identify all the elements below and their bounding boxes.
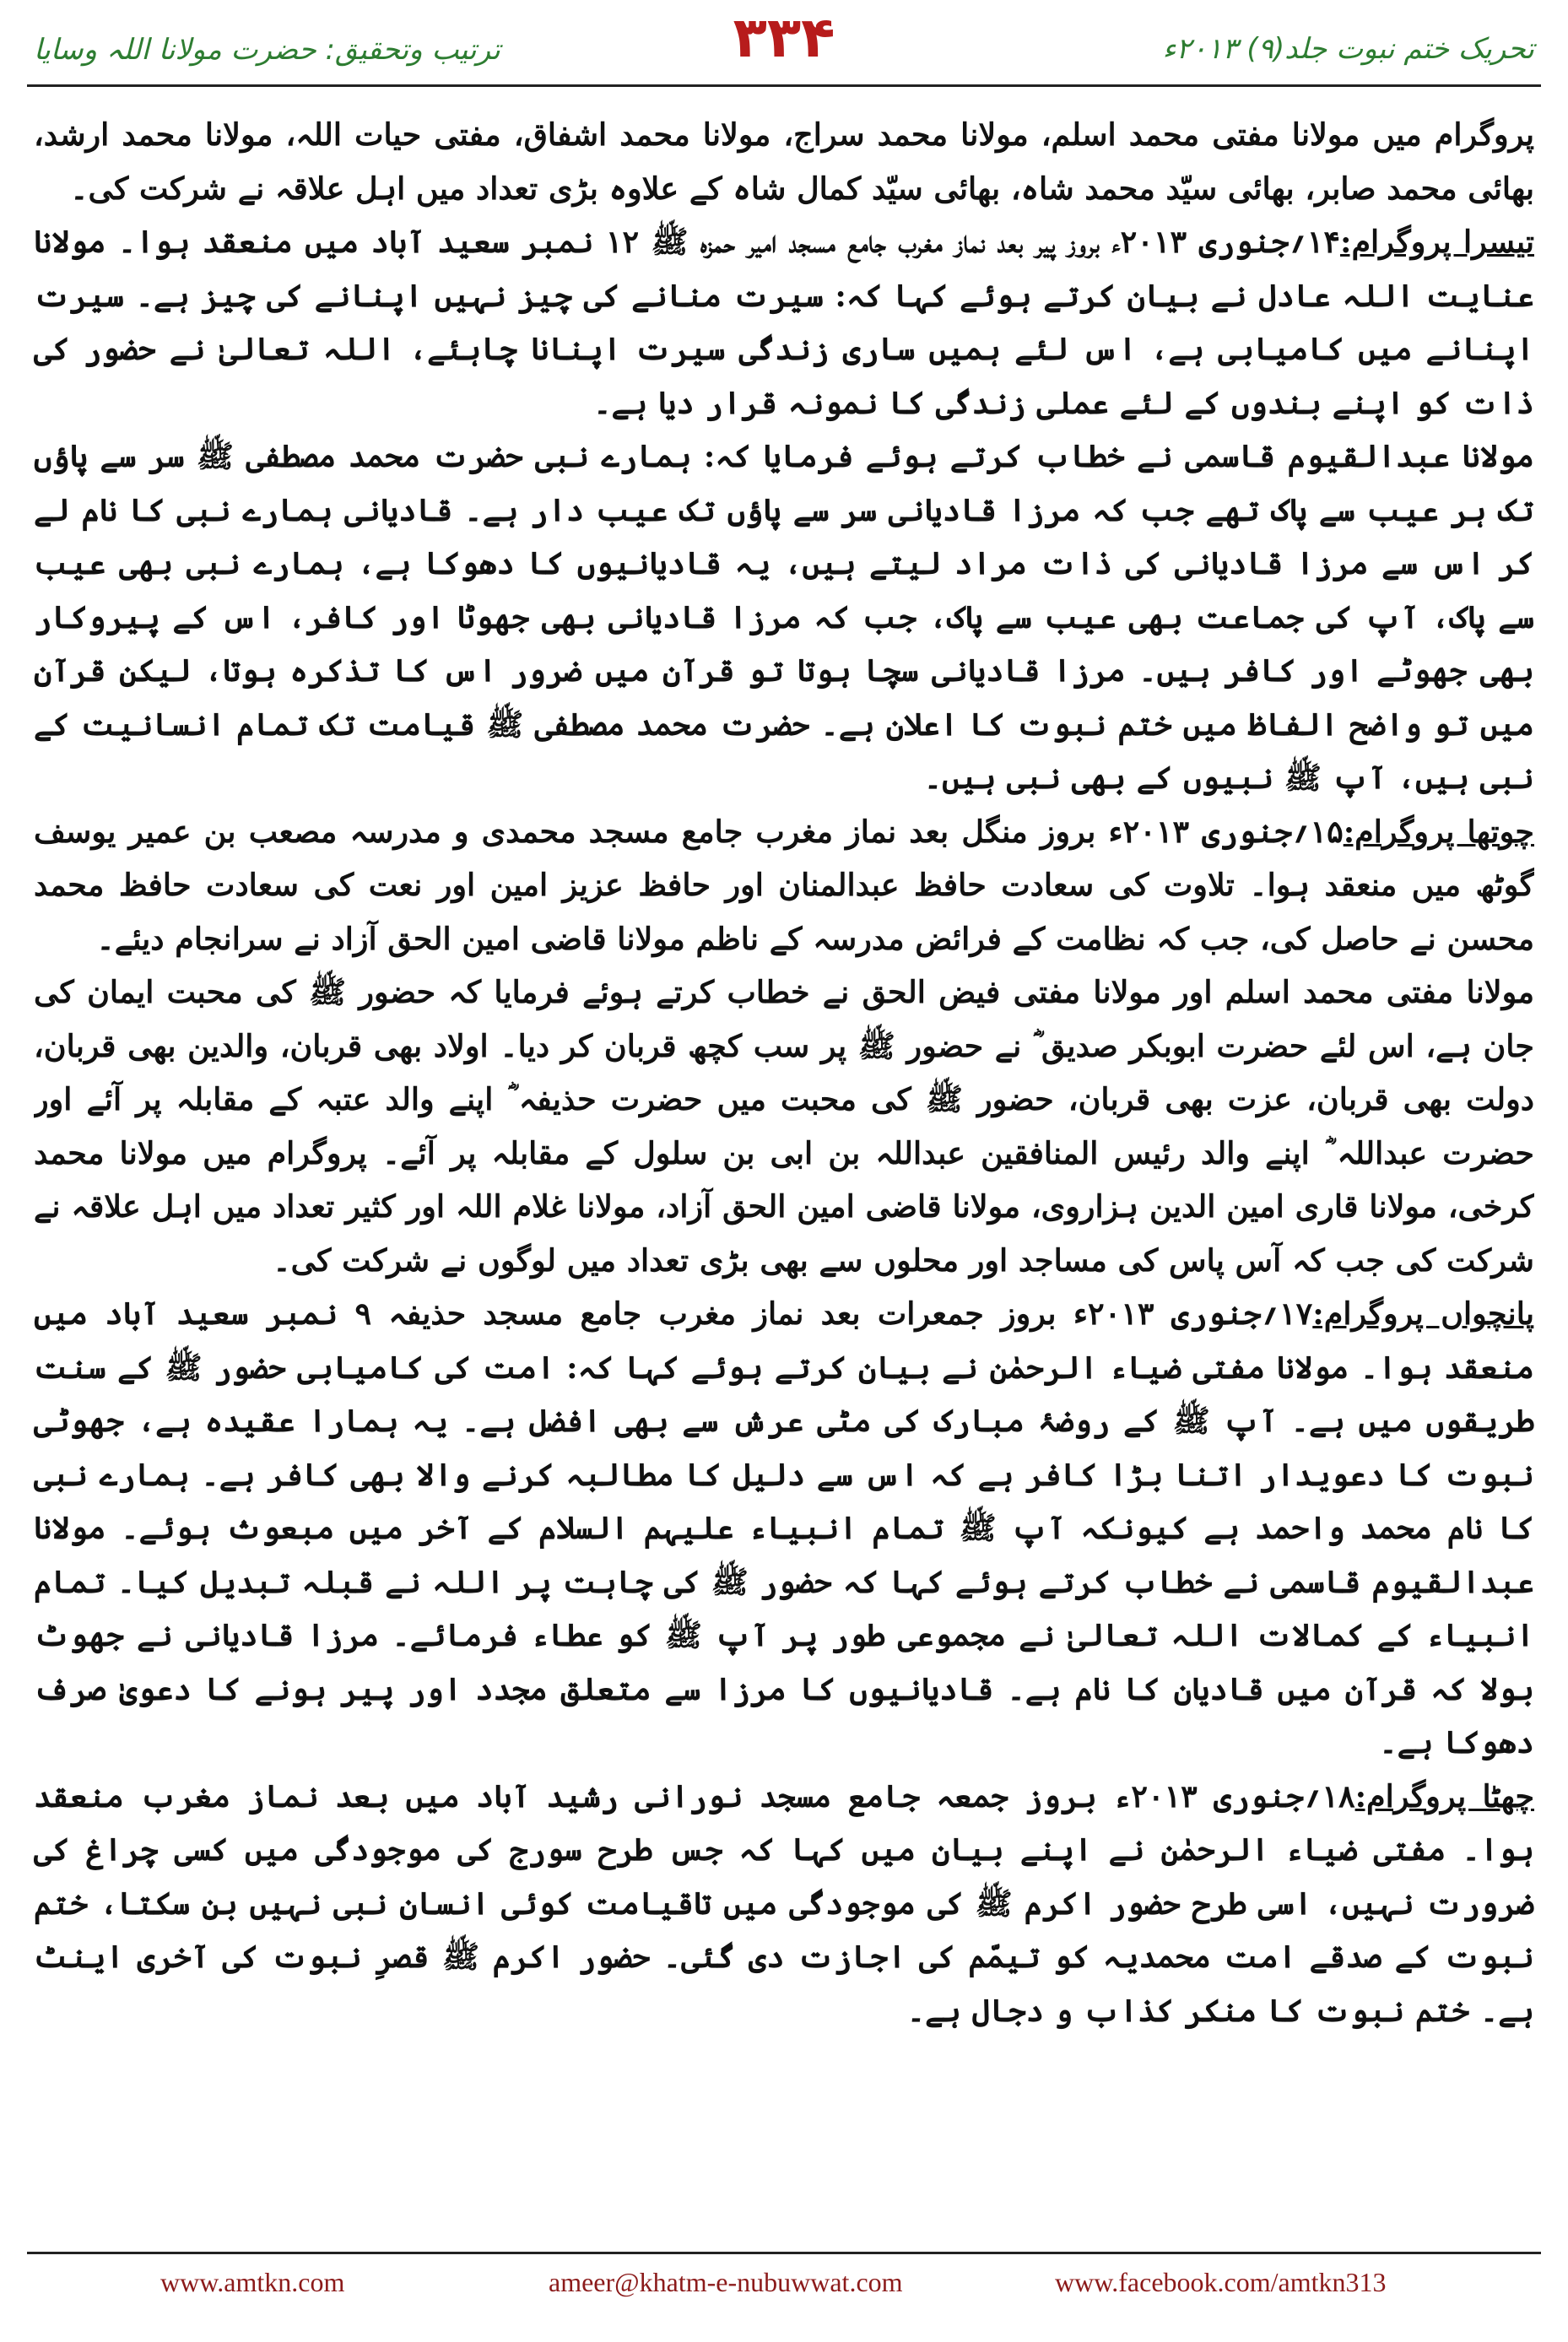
paragraph-text: ۱۷؍جنوری ۲۰۱۳ء بروز جمعرات بعد نماز مغرب جامع مسجد حذیفہ ۹ نمبر سعید آباد میں منعقد ہوا۔ مولانا مفتی ضیاء الرحمٰن نے بیان کرتے ہوئے کہا کہ: امت کی کامیابی حضور ﷺ کے سنت طریقوں میں ہے۔ آپ ﷺ کے روضۂ مبارک کی مٹی عرش سے بھی افضل ہے۔ یہ ہمارا عقیدہ ہے، جھوٹی نبوت کا دعویدار اتنا بڑا کافر ہے کہ اس سے دلیل کا مطالبہ کرنے والا بھی کافر ہے۔ ہمارے نبی کا نام محمد واحمد ہے کیونکہ آپ ﷺ تمام انبیاء علیہم السلام کے آخر میں مبعوث ہوئے۔ مولانا عبدالقیوم قاسمی نے خطاب کرتے ہوئے کہا کہ حضور ﷺ کی چاہت پر اللہ نے قبلہ تبدیل کیا۔ تمام انبیاء کے کمالات اللہ تعالیٰ نے مجموعی طور پر آپ ﷺ کو عطاء فرمائے۔ مرزا قادیانی نے جھوٹ بولا کہ قرآن میں قادیان کا نام ہے۔ قادیانیوں کا مرزا سے متعلق مجدد اور پیر ہونے کا دعویٰ صرف دھوکا ہے۔: [34, 1295, 1534, 1761]
section-heading: پانچواں پروگرام:: [1312, 1295, 1534, 1332]
section-heading: تیسرا پروگرام:: [1339, 224, 1534, 260]
section-heading: چھٹا پروگرام:: [1354, 1777, 1534, 1815]
compiler-credit: ترتیب وتحقیق: حضرت مولانا اللہ وسایا: [34, 33, 500, 67]
footer-divider: [27, 2252, 1541, 2254]
section-heading: چوتھا پروگرام:: [1343, 813, 1534, 850]
paragraph: مولانا عبدالقیوم قاسمی نے خطاب کرتے ہوئے فرمایا کہ: ہمارے نبی حضرت محمد مصطفی ﷺ سر سے پاؤں تک ہر عیب سے پاک تھے جب کہ مرزا قادیانی سر سے پاؤں تک عیب دار ہے۔ قادیانی ہمارے نبی کا نام لے کر اس سے مرزا قادیانی کی ذات مراد لیتے ہیں، یہ قادیانیوں کا دھوکا ہے، ہمارے نبی بھی عیب سے پاک، آپ کی جماعت بھی عیب سے پاک، جب کہ مرزا قادیانی بھی جھوٹا اور کافر، اس کے پیروکار بھی جھوٹے اور کافر ہیں۔ مرزا قادیانی سچا ہوتا تو قرآن میں ضرور اس کا تذکرہ ہوتا، لیکن قرآن میں تو واضح الفاظ میں ختم نبوت کا اعلان ہے۔ حضرت محمد مصطفی ﷺ قیامت تک تمام انسانیت کے نبی ہیں، آپ ﷺ نبیوں کے بھی نبی ہیں۔: [34, 438, 1534, 796]
website-link[interactable]: www.amtkn.com: [160, 2267, 345, 2297]
paragraph: [34, 1770, 1534, 2038]
paragraph: [34, 1287, 1534, 1770]
page-header: [0, 0, 1568, 81]
page-footer: [0, 2267, 1568, 2309]
facebook-link[interactable]: www.facebook.com/amtkn313: [1055, 2267, 1387, 2297]
paragraph-text: ۱۵؍جنوری ۲۰۱۳ء بروز منگل بعد نماز مغرب جامع مسجد محمدی و مدرسہ مصعب بن عمیر یوسف گوٹھ میں منعقد ہوا۔ تلاوت کی سعادت حافظ عبدالمنان اور حافظ عزیز امین اور نعت کی سعادت حافظ محمد محسن نے حاصل کی، جب کہ نظامت کے فرائض مدرسہ کے ناظم مولانا قاضی امین الحق آزاد نے سرانجام دیئے۔: [34, 813, 1534, 957]
email-link[interactable]: ameer@khatm-e-nubuwwat.com: [549, 2267, 903, 2297]
paragraph: [34, 215, 1534, 430]
page-number: ۳۳۴: [733, 5, 835, 70]
paragraph: مولانا مفتی محمد اسلم اور مولانا مفتی فیض الحق نے خطاب کرتے ہوئے فرمایا کہ حضور ﷺ کی محبت ایمان کی جان ہے، اس لئے حضرت ابوبکر صدیق ؓ نے حضور ﷺ پر سب کچھ قربان کر دیا۔ اولاد بھی قربان، والدین بھی قربان، دولت بھی قربان، عزت بھی قربان، حضور ﷺ کی محبت میں حضرت حذیفہ ؓ اپنے والد عتبہ کے مقابلہ پر آئے اور حضرت عبداللہ ؓ اپنے والد رئیس المنافقین عبداللہ بن ابی بن سلول کے مقابلہ پر آئے۔ پروگرام میں مولانا محمد کرخی، مولانا قاری امین الدین ہزاروی، مولانا قاضی امین الحق آزاد، مولانا غلام اللہ اور کثیر تعداد میں اہل علاقہ نے شرکت کی جب کہ آس پاس کی مساجد اور محلوں سے بھی بڑی تعداد میں لوگوں نے شرکت کی۔: [34, 974, 1534, 1279]
page-body: [34, 108, 1534, 2209]
paragraph: پروگرام میں مولانا مفتی محمد اسلم، مولانا محمد سراج، مولانا محمد اشفاق، مفتی حیات اللہ، مولانا محمد ارشد، بھائی محمد صابر، بھائی سیّد محمد شاہ، بھائی سیّد کمال شاہ کے علاوہ بڑی تعداد میں اہل علاقہ نے شرکت کی۔: [34, 116, 1534, 207]
header-divider: [27, 84, 1541, 87]
paragraph-text: ۱۸؍جنوری ۲۰۱۳ء بروز جمعہ جامع مسجد نورانی رشید آباد میں بعد نماز مغرب منعقد ہوا۔ مفتی ضیاء الرحمٰن نے اپنے بیان میں کہا کہ جس طرح سورج کی موجودگی میں کسی چراغ کی ضرورت نہیں، اسی طرح حضور اکرم ﷺ کی موجودگی میں تاقیامت کوئی انسان نبی نہیں بن سکتا، ختم نبوت کے صدقے امت محمدیہ کو تیمّم کی اجازت دی گئی۔ حضور اکرم ﷺ قصرِ نبوت کی آخری اینٹ ہے۔ ختم نبوت کا منکر کذاب و دجال ہے۔: [34, 1777, 1534, 2029]
paragraph: [34, 805, 1534, 966]
book-title: تحریک ختم نبوت جلد(۹) ۲۰۱۳ء: [1162, 32, 1534, 66]
paragraph-text: ۱۴؍جنوری ۲۰۱۳ء بروز پیر بعد نماز مغرب جامع مسجد امیر حمزہ ﷺ ۱۲ نمبر سعید آباد میں منعقد ہوا۔ مولانا عنایت اللہ عادل نے بیان کرتے ہوئے کہا کہ: سیرت منانے کی چیز نہیں اپنانے کی چیز ہے۔ سیرت اپنانے میں کامیابی ہے، اس لئے ہمیں ساری زندگی سیرت اپنانا چاہئے، اللہ تعالیٰ نے حضور کی ذات کو اپنے بندوں کے لئے عملی زندگی کا نمونہ قرار دیا ہے۔: [34, 224, 1534, 421]
